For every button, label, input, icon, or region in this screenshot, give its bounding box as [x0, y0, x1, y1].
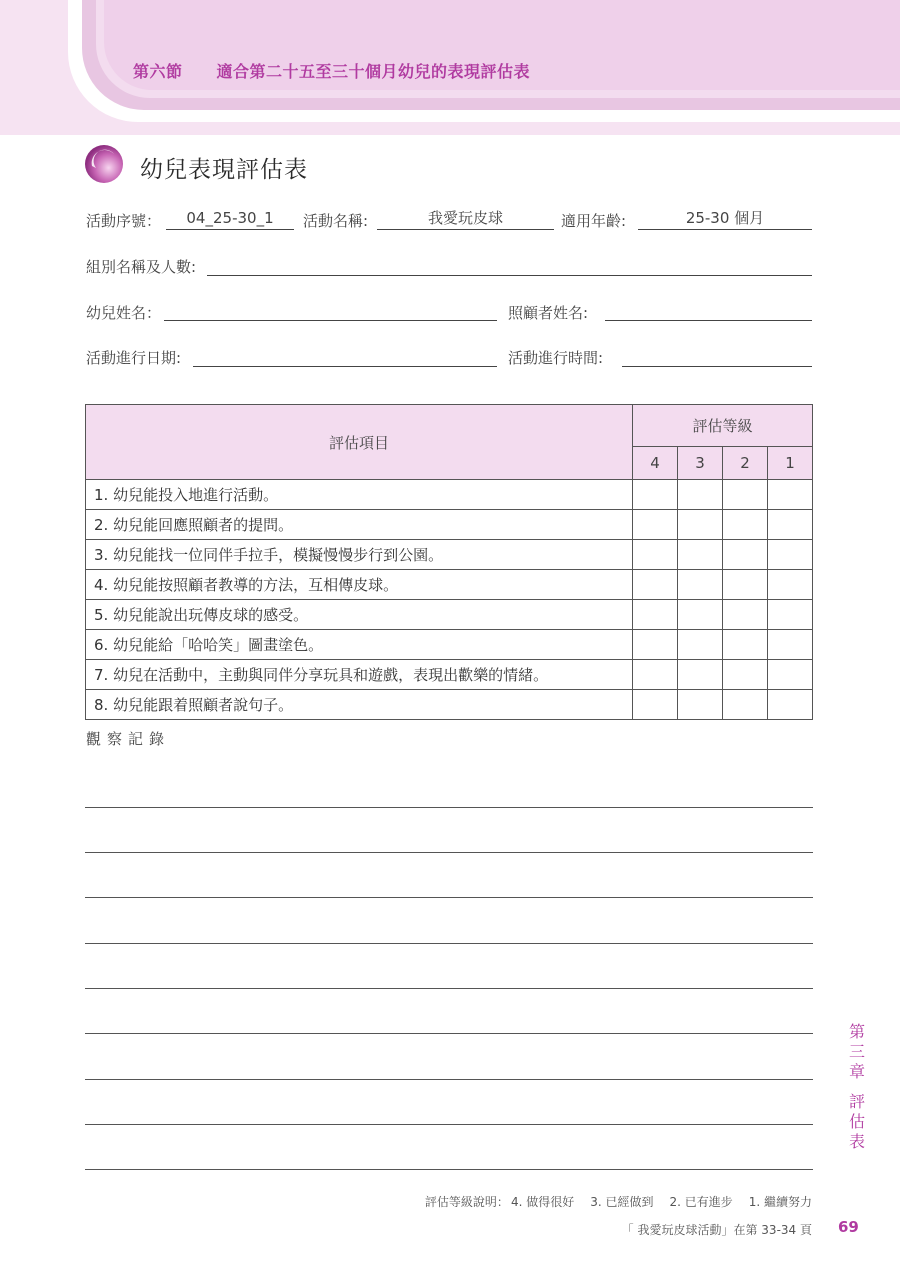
child-name-field[interactable]	[164, 300, 497, 321]
grade-checkbox[interactable]	[633, 630, 678, 660]
grade-checkbox[interactable]	[633, 480, 678, 510]
grade-checkbox[interactable]	[723, 690, 768, 720]
carer-name-label: 照顧者姓名:	[508, 304, 589, 322]
observation-line[interactable]	[85, 1124, 813, 1125]
grade-checkbox[interactable]	[633, 510, 678, 540]
grade-checkbox[interactable]	[723, 600, 768, 630]
table-row	[86, 540, 813, 570]
group-field[interactable]	[207, 255, 812, 276]
grade-col-3: 3	[678, 447, 723, 480]
grade-checkbox[interactable]	[678, 510, 723, 540]
item-text: 4. 幼兒能按照顧者教導的方法，互相傳皮球。	[86, 570, 633, 600]
child-name-label: 幼兒姓名：	[86, 304, 162, 322]
observation-line[interactable]	[85, 943, 813, 944]
section-header	[133, 59, 530, 82]
item-text: 5. 幼兒能說出玩傳皮球的感受。	[86, 600, 633, 630]
carer-name-field[interactable]	[605, 300, 812, 321]
time-field[interactable]	[622, 346, 812, 367]
observation-line[interactable]	[85, 1033, 813, 1034]
grade-checkbox[interactable]	[678, 540, 723, 570]
grade-checkbox[interactable]	[723, 660, 768, 690]
form-title: 幼兒表現評估表	[140, 157, 308, 183]
grade-checkbox[interactable]	[678, 480, 723, 510]
item-text: 7. 幼兒在活動中，主動與同伴分享玩具和遊戲，表現出歡樂的情緒。	[86, 660, 633, 690]
observation-line[interactable]	[85, 1079, 813, 1080]
observation-line[interactable]	[85, 897, 813, 898]
grade-checkbox[interactable]	[678, 660, 723, 690]
observation-line[interactable]	[85, 852, 813, 853]
table-row	[86, 690, 813, 720]
side-char: 評	[848, 1092, 865, 1111]
observation-line[interactable]	[85, 988, 813, 989]
grade-col-1: 1	[768, 447, 813, 480]
section-number: 第六節	[133, 62, 183, 81]
observation-label: 觀察記錄	[86, 730, 171, 748]
date-field[interactable]	[193, 346, 497, 367]
date-label: 活動進行日期:	[86, 349, 182, 367]
grade-checkbox[interactable]	[678, 690, 723, 720]
side-chapter-name	[845, 1092, 869, 1152]
grade-checkbox[interactable]	[768, 660, 813, 690]
grade-checkbox[interactable]	[723, 570, 768, 600]
side-char: 表	[848, 1132, 865, 1151]
table-row	[86, 480, 813, 510]
item-text: 6. 幼兒能給「哈哈笑」圖畫塗色。	[86, 630, 633, 660]
grade-checkbox[interactable]	[768, 480, 813, 510]
side-chapter-number	[845, 1022, 869, 1082]
grade-checkbox[interactable]	[768, 630, 813, 660]
grade-checkbox[interactable]	[723, 510, 768, 540]
activity-reference: 「 我愛玩皮球活動」在第 33-34 頁	[621, 1223, 812, 1237]
grade-checkbox[interactable]	[633, 600, 678, 630]
grade-checkbox[interactable]	[678, 570, 723, 600]
grade-legend	[425, 1193, 812, 1210]
age-label: 適用年齡:	[561, 212, 627, 230]
evaluation-table	[85, 404, 813, 720]
item-text: 3. 幼兒能找一位同伴手拉手，模擬慢慢步行到公園。	[86, 540, 633, 570]
observation-line[interactable]	[85, 1169, 813, 1170]
grade-header: 評估等級	[633, 405, 813, 447]
grade-checkbox[interactable]	[768, 510, 813, 540]
activity-no-field[interactable]: 04_25-30_1	[166, 209, 294, 230]
activity-name-field[interactable]: 我愛玩皮球	[377, 209, 554, 230]
item-text: 1. 幼兒能投入地進行活動。	[86, 480, 633, 510]
side-char: 估	[848, 1112, 865, 1131]
grade-checkbox[interactable]	[633, 570, 678, 600]
grade-col-4: 4	[633, 447, 678, 480]
grade-checkbox[interactable]	[633, 660, 678, 690]
grade-checkbox[interactable]	[768, 690, 813, 720]
legend-grade-2: 2. 已有進步	[669, 1195, 733, 1209]
table-row	[86, 630, 813, 660]
item-text: 8. 幼兒能跟着照顧者說句子。	[86, 690, 633, 720]
activity-no-label: 活動序號：	[86, 212, 162, 230]
legend-label: 評估等級說明：	[424, 1195, 509, 1209]
grade-checkbox[interactable]	[768, 540, 813, 570]
item-text: 2. 幼兒能回應照顧者的提問。	[86, 510, 633, 540]
table-row	[86, 600, 813, 630]
page-number: 69	[838, 1218, 859, 1236]
bullet-orb-icon	[84, 144, 124, 184]
table-row	[86, 660, 813, 690]
grade-checkbox[interactable]	[723, 630, 768, 660]
grade-checkbox[interactable]	[768, 570, 813, 600]
legend-grade-3: 3. 已經做到	[590, 1195, 654, 1209]
grade-checkbox[interactable]	[678, 600, 723, 630]
grade-checkbox[interactable]	[633, 690, 678, 720]
age-field[interactable]: 25-30 個月	[638, 209, 812, 230]
grade-checkbox[interactable]	[768, 600, 813, 630]
table-row	[86, 570, 813, 600]
table-row	[86, 510, 813, 540]
grade-checkbox[interactable]	[633, 540, 678, 570]
side-char: 三	[848, 1042, 865, 1061]
legend-grade-1: 1. 繼續努力	[748, 1195, 812, 1209]
grade-checkbox[interactable]	[723, 540, 768, 570]
side-char: 第	[848, 1022, 865, 1041]
grade-checkbox[interactable]	[723, 480, 768, 510]
observation-line[interactable]	[85, 807, 813, 808]
time-label: 活動進行時間:	[508, 349, 604, 367]
item-header: 評估項目	[86, 405, 633, 480]
group-label: 組別名稱及人數:	[86, 258, 197, 276]
section-title: 適合第二十五至三十個月幼兒的表現評估表	[216, 62, 531, 81]
side-char: 章	[848, 1062, 865, 1081]
grade-checkbox[interactable]	[678, 630, 723, 660]
grade-col-2: 2	[723, 447, 768, 480]
legend-grade-4: 4. 做得很好	[510, 1195, 575, 1209]
activity-name-label: 活動名稱:	[303, 212, 369, 230]
